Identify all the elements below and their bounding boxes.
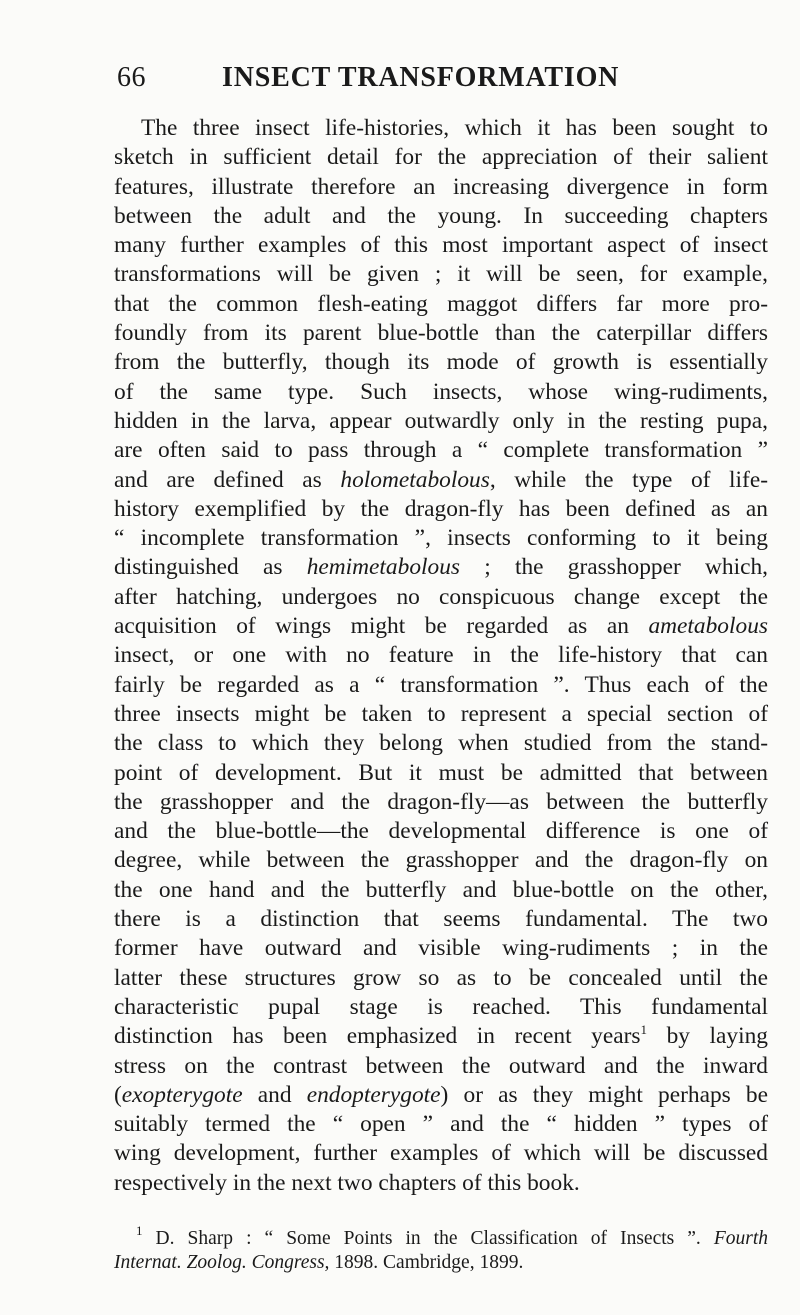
text-line: history exemplified by the dragon-fly has been defined as an: [114, 495, 768, 522]
footnote-citation: D. Sharp : “ Some Points in the Classification of Insects ”.: [155, 1228, 701, 1249]
text-line: between the adult and the young. In succeeding chapters: [114, 202, 768, 229]
text-line: that the common flesh-eating maggot differs far more pro-: [114, 290, 768, 317]
text-line: hidden in the larva, appear outwardly only in the resting pupa,: [114, 407, 768, 434]
text-line: former have outward and visible wing-rudiments ; in the: [114, 935, 768, 962]
text-line: insect, or one with no feature in the life-history that can: [114, 642, 768, 669]
footnote-journal: Internat. Zoolog. Congress,: [114, 1252, 330, 1273]
text-line: after hatching, undergoes no conspicuous change except the: [114, 583, 768, 610]
text-line: many further examples of this most important aspect of insect: [114, 232, 768, 259]
running-title: INSECT TRANSFORMATION: [222, 62, 620, 93]
text-line: distinguished as hemimetabolous ; the grasshopper which,: [114, 554, 768, 581]
footnote-line-1: [114, 1223, 769, 1251]
text-line: the one hand and the butterfly and blue-bottle on the other,: [114, 876, 768, 903]
text-line: and are defined as holometabolous, while the type of life-: [114, 466, 769, 493]
text-line: suitably termed the “ open ” and the “ hidden ” types of: [114, 1111, 768, 1138]
text-line: foundly from its parent blue-bottle than the caterpillar differs: [114, 320, 768, 347]
text-line: features, illustrate therefore an increasing divergence in form: [114, 173, 768, 200]
text-line: latter these structures grow so as to be concealed until the: [114, 964, 768, 991]
footnote: [114, 1223, 769, 1275]
footnote-date: 1898. Cambridge, 1899.: [334, 1252, 524, 1273]
text-line: sketch in sufficient detail for the appreciation of their salient: [114, 144, 768, 171]
footnote-marker: 1: [136, 1223, 143, 1238]
text-line: and the blue-bottle—the developmental difference is one of: [114, 818, 768, 845]
text-line: The three insect life-histories, which it has been sought to: [141, 115, 768, 141]
text-line: wing development, further examples of which will be discussed: [114, 1140, 768, 1167]
text-line: distinction has been emphasized in recent years$^1$ by laying: [114, 1022, 769, 1050]
text-line: fairly be regarded as a “ transformation ”. Thus each of the: [114, 671, 768, 698]
text-line: from the butterfly, though its mode of growth is essentially: [114, 349, 768, 376]
text-line: respectively in the next two chapters of this book.: [114, 1169, 580, 1196]
text-line: transformations will be given ; it will be seen, for example,: [114, 261, 768, 288]
text-line: characteristic pupal stage is reached. This fundamental: [114, 993, 768, 1020]
text-line: of the same type. Such insects, whose wing-rudiments,: [114, 378, 768, 405]
page-number: 66: [117, 62, 146, 93]
text-line: acquisition of wings might be regarded as an ametabolous: [114, 613, 768, 640]
body-paragraph: [114, 114, 768, 1198]
footnote-journal-start: Fourth: [713, 1228, 769, 1249]
text-line: “ incomplete transformation ”, insects conforming to it being: [114, 525, 768, 552]
text-line: (exopterygote and endopterygote) or as they might perhaps be: [114, 1081, 768, 1108]
text-line: point of development. But it must be admitted that between: [114, 759, 768, 786]
text-line: degree, while between the grasshopper and the dragon-fly on: [114, 847, 768, 874]
text-line: are often said to pass through a “ complete transformation ”: [114, 437, 768, 464]
text-line: the grasshopper and the dragon-fly—as between the butterfly: [114, 788, 768, 815]
text-line: there is a distinction that seems fundamental. The two: [114, 906, 768, 933]
text-line: three insects might be taken to represent a special section of: [114, 700, 768, 727]
text-line: the class to which they belong when studied from the stand-: [114, 730, 768, 757]
page-header: [117, 62, 677, 102]
footnote-line-2: [114, 1251, 768, 1275]
text-line: stress on the contrast between the outward and the inward: [114, 1052, 768, 1079]
